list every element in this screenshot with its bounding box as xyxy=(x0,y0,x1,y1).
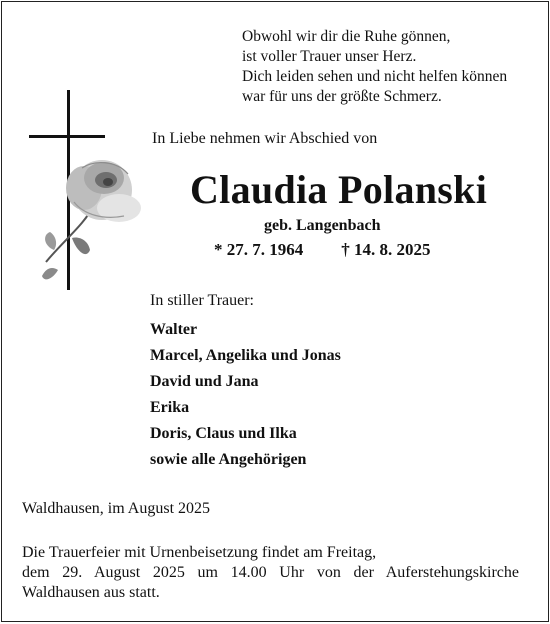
mourners-label: In stiller Trauer: xyxy=(150,292,254,309)
poem-line: war für uns der größte Schmerz. xyxy=(242,88,442,105)
life-dates xyxy=(214,240,431,260)
cross-with-rose-icon xyxy=(24,90,144,300)
funeral-line: dem 29. August 2025 um 14.00 Uhr von der Auferstehungskirche xyxy=(22,564,519,581)
birth-date: * 27. 7. 1964 xyxy=(214,240,304,259)
funeral-line: Die Trauerfeier mit Urnenbeisetzung findet am Freitag, xyxy=(22,544,377,561)
deceased-name: Claudia Polanski xyxy=(190,167,488,212)
mourners-list xyxy=(150,317,341,473)
death-date: † 14. 8. 2025 xyxy=(341,240,431,259)
mourner-item: Walter xyxy=(150,321,198,338)
maiden-name: geb. Langenbach xyxy=(264,217,381,234)
mourner-item: Erika xyxy=(150,399,190,416)
obituary-card xyxy=(1,1,549,622)
intro-text: In Liebe nehmen wir Abschied von xyxy=(152,130,378,147)
mourner-item: David und Jana xyxy=(150,373,259,390)
poem xyxy=(242,27,507,107)
poem-line: ist voller Trauer unser Herz. xyxy=(242,48,417,65)
place-date: Waldhausen, im August 2025 xyxy=(22,500,211,517)
mourner-item: sowie alle Angehörigen xyxy=(150,451,307,468)
mourner-item: Doris, Claus und Ilka xyxy=(150,425,297,442)
funeral-line: Waldhausen aus statt. xyxy=(22,584,160,601)
funeral-notice xyxy=(22,543,519,603)
poem-line: Dich leiden sehen und nicht helfen können xyxy=(242,68,508,85)
poem-line: Obwohl wir dir die Ruhe gönnen, xyxy=(242,28,451,45)
mourner-item: Marcel, Angelika und Jonas xyxy=(150,347,341,364)
